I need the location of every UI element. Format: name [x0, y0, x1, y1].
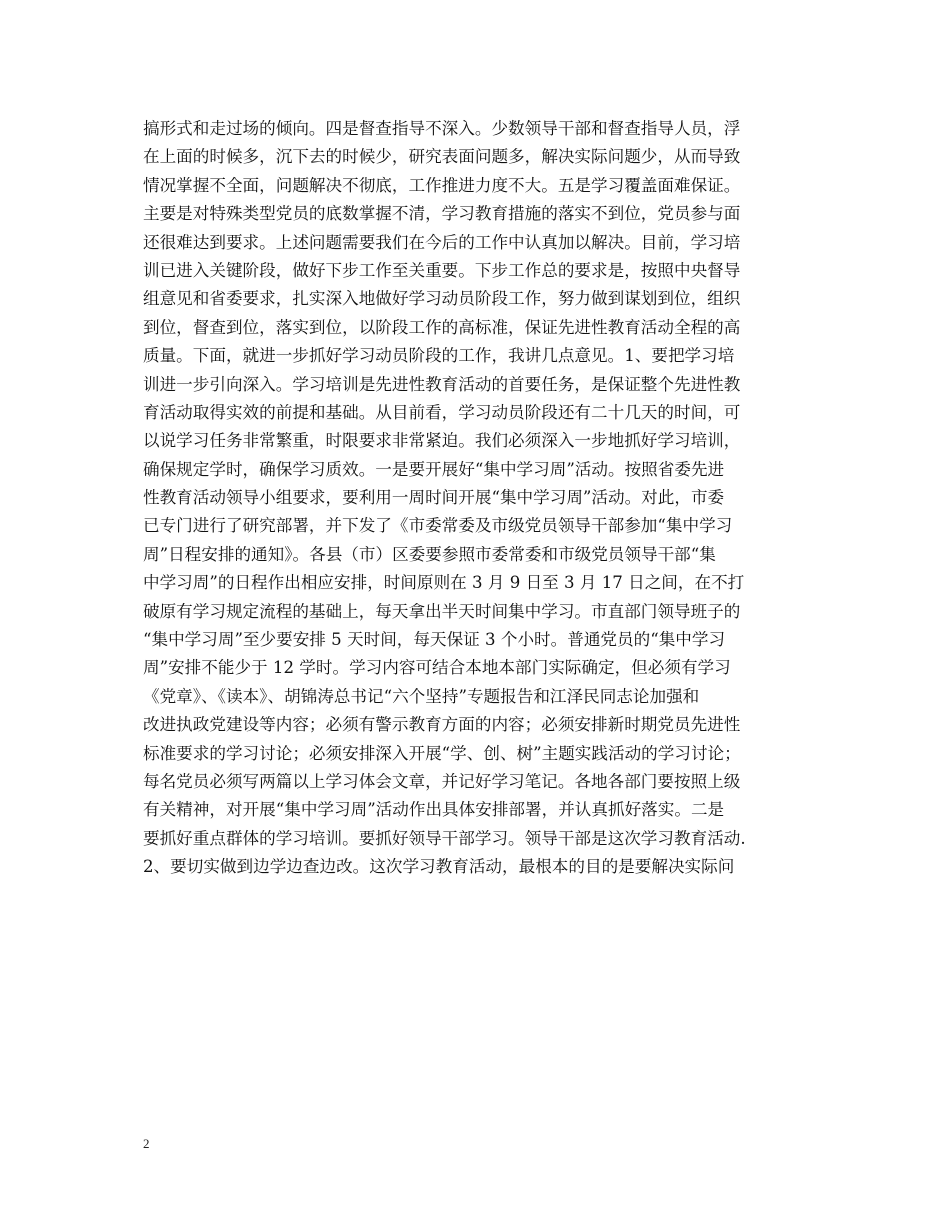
text-line: “集中学习周”至少要安排 5 天时间，每天保证 3 个小时。普通党员的“集中学习: [143, 630, 726, 650]
text-line: 有关精神，对开展“集中学习周”活动作出具体安排部署，并认真抓好落实。二是: [143, 800, 725, 820]
text-line: 每名党员必须写两篇以上学习体会文章，并记好学习笔记。各地各部门要按照上级: [143, 771, 741, 791]
text-line: 标准要求的学习讨论；必须安排深入开展“学、创、树”主题实践活动的学习讨论；: [143, 743, 741, 763]
text-line: 《党章》、《读本》、胡锦涛总书记“六个坚持”专题报告和江泽民同志论加强和: [143, 686, 700, 706]
text-line: 2、要切实做到边学边查边改。这次学习教育活动，最根本的目的是要解决实际问: [143, 857, 735, 877]
page-number: 2: [143, 1136, 150, 1151]
text-line: 训进一步引向深入。学习培训是先进性教育活动的首要任务，是保证整个先进性教: [143, 374, 741, 394]
text-line: 已专门进行了研究部署，并下发了《市委常委及市级党员领导干部参加“集中学习: [143, 516, 733, 536]
text-line: 主要是对特殊类型党员的底数掌握不清，学习教育措施的落实不到位，党员参与面: [143, 204, 741, 224]
text-line: 质量。下面，就进一步抓好学习动员阶段的工作，我讲几点意见。1、要把学习培: [143, 346, 735, 366]
text-line: 组意见和省委要求，扎实深入地做好学习动员阶段工作，努力做到谋划到位，组织: [143, 289, 741, 309]
body-text: [143, 115, 833, 882]
text-line: 周”日程安排的通知》。各县（市）区委要参照市委常委和市级党员领导干部“集: [143, 544, 716, 564]
text-line: 改进执政党建设等内容；必须有警示教育方面的内容；必须安排新时期党员先进性: [143, 715, 741, 735]
text-line: 育活动取得实效的前提和基础。从目前看，学习动员阶段还有二十几天的时间，可: [143, 402, 741, 422]
text-line: 周”安排不能少于 12 学时。学习内容可结合本地本部门实际确定，但必须有学习: [143, 658, 731, 678]
text-line: 训已进入关键阶段，做好下步工作至关重要。下步工作总的要求是，按照中央督导: [143, 260, 741, 280]
text-line: 破原有学习规定流程的基础上，每天拿出半天时间集中学习。市直部门领导班子的: [143, 601, 741, 621]
text-line: 还很难达到要求。上述问题需要我们在今后的工作中认真加以解决。目前，学习培: [143, 232, 741, 252]
text-line: 到位，督查到位，落实到位，以阶段工作的高标准，保证先进性教育活动全程的高: [143, 317, 741, 337]
text-line: 要抓好重点群体的学习培训。要抓好领导干部学习。领导干部是这次学习教育活动.: [143, 828, 746, 848]
text-line: 确保规定学时，确保学习质效。一是要开展好“集中学习周”活动。按照省委先进: [143, 459, 725, 479]
text-line: 搞形式和走过场的倾向。四是督查指导不深入。少数领导干部和督查指导人员，浮: [143, 119, 741, 138]
text-line: 在上面的时候多，沉下去的时候少，研究表面问题多，解决实际问题少，从而导致: [143, 147, 741, 167]
text-line: 以说学习任务非常繁重，时限要求非常紧迫。我们必须深入一步地抓好学习培训，: [143, 431, 741, 451]
text-line: 性教育活动领导小组要求，要利用一周时间开展“集中学习周”活动。对此，市委: [143, 488, 725, 508]
text-line: 中学习周”的日程作出相应安排，时间原则在 3 月 9 日至 3 月 17 日之间，在不打: [143, 573, 745, 593]
text-line: 情况掌握不全面，问题解决不彻底，工作推进力度不大。五是学习覆盖面难保证。: [143, 175, 741, 195]
